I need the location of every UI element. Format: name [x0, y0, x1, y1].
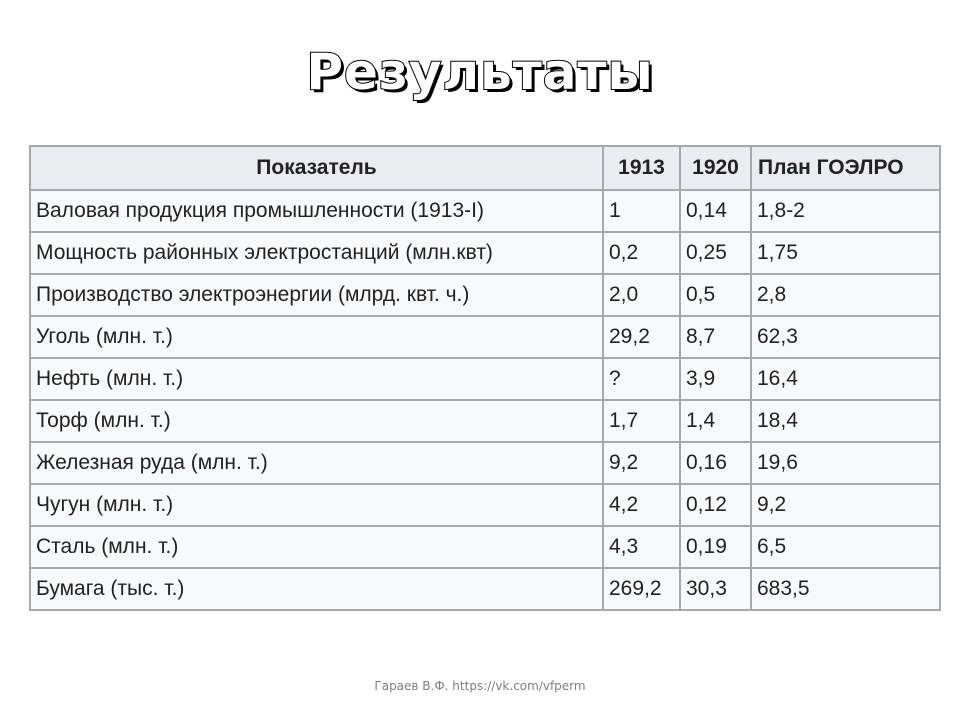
header-indicator: Показатель [30, 146, 603, 190]
cell-plan: 9,2 [751, 484, 940, 526]
cell-plan: 62,3 [751, 316, 940, 358]
cell-1913: 1,7 [603, 400, 680, 442]
cell-indicator: Нефть (млн. т.) [30, 358, 603, 400]
table-row [30, 232, 940, 274]
cell-1920: 0,25 [680, 232, 751, 274]
header-goelro-plan: План ГОЭЛРО [751, 146, 940, 190]
cell-1920: 0,14 [680, 190, 751, 232]
table-header-row [30, 146, 940, 190]
cell-plan: 683,5 [751, 568, 940, 610]
cell-plan: 1,75 [751, 232, 940, 274]
cell-1913: 4,2 [603, 484, 680, 526]
cell-plan: 1,8-2 [751, 190, 940, 232]
slide-title: Результаты [306, 43, 654, 101]
table-row [30, 484, 940, 526]
cell-1913: 29,2 [603, 316, 680, 358]
cell-plan: 19,6 [751, 442, 940, 484]
cell-1920: 0,16 [680, 442, 751, 484]
cell-1913: 9,2 [603, 442, 680, 484]
cell-indicator: Валовая продукция промышленности (1913-I) [30, 190, 603, 232]
table-row [30, 400, 940, 442]
cell-indicator: Уголь (млн. т.) [30, 316, 603, 358]
cell-indicator: Торф (млн. т.) [30, 400, 603, 442]
results-table-container [29, 145, 941, 618]
cell-indicator: Производство электроэнергии (млрд. квт. ч.) [30, 274, 603, 316]
cell-indicator: Чугун (млн. т.) [30, 484, 603, 526]
cell-indicator: Сталь (млн. т.) [30, 526, 603, 568]
cell-1920: 30,3 [680, 568, 751, 610]
cell-plan: 18,4 [751, 400, 940, 442]
cell-plan: 2,8 [751, 274, 940, 316]
table-row [30, 568, 940, 610]
results-table [29, 145, 941, 611]
cell-1920: 0,19 [680, 526, 751, 568]
cell-1920: 0,12 [680, 484, 751, 526]
cell-indicator: Бумага (тыс. т.) [30, 568, 603, 610]
table-row [30, 274, 940, 316]
cell-plan: 16,4 [751, 358, 940, 400]
cell-1920: 0,5 [680, 274, 751, 316]
cell-1913: ? [603, 358, 680, 400]
table-row [30, 526, 940, 568]
table-row [30, 358, 940, 400]
cell-1920: 8,7 [680, 316, 751, 358]
cell-1913: 269,2 [603, 568, 680, 610]
header-1920: 1920 [680, 146, 751, 190]
cell-indicator: Железная руда (млн. т.) [30, 442, 603, 484]
cell-1913: 4,3 [603, 526, 680, 568]
cell-1913: 2,0 [603, 274, 680, 316]
cell-1920: 3,9 [680, 358, 751, 400]
cell-1913: 0,2 [603, 232, 680, 274]
cell-plan: 6,5 [751, 526, 940, 568]
cell-1913: 1 [603, 190, 680, 232]
cell-1920: 1,4 [680, 400, 751, 442]
table-row [30, 442, 940, 484]
header-1913: 1913 [603, 146, 680, 190]
table-row [30, 190, 940, 232]
table-row [30, 316, 940, 358]
cell-indicator: Мощность районных электростанций (млн.квт) [30, 232, 603, 274]
slide-footer: Гараев В.Ф. https://vk.com/vfperm [374, 679, 586, 693]
